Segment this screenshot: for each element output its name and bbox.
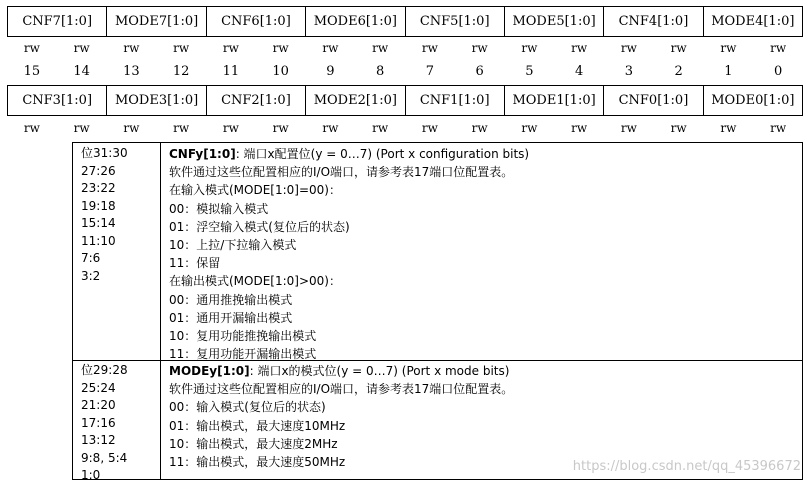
bit-position: 1:0 bbox=[81, 468, 101, 482]
access-label: rw bbox=[521, 121, 538, 135]
mode-title-desc: : 端口x的模式位(y = 0…7) (Port x mode bits) bbox=[249, 364, 510, 378]
access-label: rw bbox=[222, 41, 239, 55]
bit-position: 位31:30 bbox=[81, 146, 128, 160]
bit-number: 0 bbox=[773, 64, 783, 79]
mode-bit-positions bbox=[73, 360, 161, 482]
bit-number: 12 bbox=[172, 64, 190, 79]
access-label: rw bbox=[73, 121, 90, 135]
bit-position: 19:18 bbox=[81, 198, 116, 213]
access-label: rw bbox=[23, 121, 40, 135]
field-mode5: MODE5[1:0] bbox=[505, 7, 604, 36]
bit-number: 2 bbox=[674, 64, 683, 79]
field-cnf6: CNF6[1:0] bbox=[207, 7, 306, 36]
bit-number: 5 bbox=[525, 64, 534, 79]
access-label: rw bbox=[123, 121, 140, 135]
access-label: rw bbox=[421, 41, 438, 55]
bit-position: 9:8, 5:4 bbox=[81, 450, 128, 465]
field-cnf5: CNF5[1:0] bbox=[406, 7, 505, 36]
register-fields-bottom bbox=[7, 85, 803, 116]
cnf-description-row bbox=[73, 143, 802, 361]
bit-position: 25:24 bbox=[81, 380, 116, 395]
bit-position: 3:2 bbox=[81, 268, 101, 283]
access-label: rw bbox=[620, 121, 637, 135]
field-cnf0: CNF0[1:0] bbox=[604, 86, 703, 115]
description-line: 00：通用推挽输出模式 bbox=[169, 292, 293, 307]
bit-number: 7 bbox=[425, 64, 435, 79]
description-line: 11：输出模式，最大速度50MHz bbox=[169, 455, 346, 470]
bit-number: 8 bbox=[375, 64, 385, 79]
access-label: rw bbox=[421, 121, 438, 135]
access-label: rw bbox=[521, 41, 538, 55]
bit-description-table bbox=[72, 142, 803, 480]
bit-number: 15 bbox=[23, 64, 41, 79]
bit-number: 1 bbox=[724, 64, 733, 79]
access-label: rw bbox=[571, 121, 588, 135]
bit-position: 7:6 bbox=[81, 251, 101, 265]
register-fields-top bbox=[7, 6, 803, 37]
bit-number: 3 bbox=[624, 64, 634, 79]
cnf-description-text bbox=[161, 143, 802, 360]
bit-position: 23:22 bbox=[81, 181, 116, 195]
field-mode7: MODE7[1:0] bbox=[107, 7, 206, 36]
description-line: 00：输入模式(复位后的状态) bbox=[169, 400, 326, 415]
field-mode0: MODE0[1:0] bbox=[711, 93, 795, 108]
access-row-top bbox=[7, 41, 803, 55]
bit-position: 21:20 bbox=[81, 398, 116, 412]
bit-number: 13 bbox=[123, 64, 140, 79]
cnf-title-desc: : 端口x配置位(y = 0…7) (Port x configuration bits) bbox=[235, 147, 530, 161]
access-label: rw bbox=[272, 121, 289, 135]
access-label: rw bbox=[770, 121, 787, 135]
field-cnf2: CNF2[1:0] bbox=[207, 86, 306, 115]
cnf-title bbox=[169, 145, 802, 163]
access-label: rw bbox=[571, 41, 588, 55]
bit-position: 15:14 bbox=[81, 216, 116, 230]
description-line: 01：浮空输入模式(复位后的状态) bbox=[169, 219, 350, 234]
field-mode1: MODE1[1:0] bbox=[505, 86, 604, 115]
description-line: 10：复用功能推挽输出模式 bbox=[169, 329, 317, 344]
description-line: 软件通过这些位配置相应的I/O端口，请参考表17端口位配置表。 bbox=[169, 382, 514, 397]
access-row-bottom bbox=[7, 121, 803, 135]
access-label: rw bbox=[620, 41, 637, 55]
description-line: 在输入模式(MODE[1:0]=00)： bbox=[169, 183, 341, 198]
cnf-bit-positions bbox=[73, 143, 161, 360]
access-label: rw bbox=[173, 41, 190, 55]
bit-position: 13:12 bbox=[81, 433, 116, 447]
bit-position: 位29:28 bbox=[81, 363, 128, 377]
access-label: rw bbox=[73, 41, 90, 55]
access-label: rw bbox=[372, 41, 389, 55]
field-mode2: MODE2[1:0] bbox=[306, 86, 405, 115]
field-mode6: MODE6[1:0] bbox=[306, 7, 405, 36]
bit-position: 11:10 bbox=[81, 233, 116, 248]
bit-position: 27:26 bbox=[81, 163, 116, 178]
watermark: https://blog.csdn.net/qq_45396672 bbox=[572, 459, 801, 474]
bit-position: 17:16 bbox=[81, 415, 116, 430]
description-line: 10：上拉/下拉输入模式 bbox=[169, 238, 297, 253]
access-label: rw bbox=[720, 41, 737, 55]
description-line: 10：输出模式，最大速度2MHz bbox=[169, 436, 338, 451]
bit-number: 6 bbox=[475, 64, 484, 79]
access-label: rw bbox=[123, 41, 140, 55]
access-label: rw bbox=[471, 41, 488, 55]
access-label: rw bbox=[222, 121, 239, 135]
bit-number: 11 bbox=[222, 64, 240, 79]
description-line: 00：模拟输入模式 bbox=[169, 201, 269, 216]
access-label: rw bbox=[670, 41, 687, 55]
description-line: 01：通用开漏输出模式 bbox=[169, 310, 293, 325]
field-mode3: MODE3[1:0] bbox=[107, 86, 206, 115]
bit-number: 10 bbox=[272, 64, 289, 79]
description-line: 11：保留 bbox=[169, 256, 221, 271]
cnf-field-name: CNFy[1:0] bbox=[169, 147, 236, 161]
field-cnf1: CNF1[1:0] bbox=[406, 86, 505, 115]
field-cnf7: CNF7[1:0] bbox=[8, 7, 107, 36]
access-label: rw bbox=[670, 121, 687, 135]
access-label: rw bbox=[173, 121, 190, 135]
access-label: rw bbox=[322, 41, 339, 55]
access-label: rw bbox=[770, 41, 787, 55]
field-mode4: MODE4[1:0] bbox=[711, 14, 795, 29]
description-line: 软件通过这些位配置相应的I/O端口，请参考表17端口位配置表。 bbox=[169, 165, 514, 180]
bit-number: 14 bbox=[73, 64, 90, 79]
field-cnf4: CNF4[1:0] bbox=[604, 7, 703, 36]
access-label: rw bbox=[322, 121, 339, 135]
bit-number: 4 bbox=[574, 64, 584, 79]
access-label: rw bbox=[372, 121, 389, 135]
access-label: rw bbox=[23, 41, 40, 55]
bit-number-row bbox=[7, 64, 803, 79]
bit-number: 9 bbox=[326, 64, 335, 79]
description-line: 01：输出模式，最大速度10MHz bbox=[169, 418, 346, 433]
access-label: rw bbox=[720, 121, 737, 135]
mode-field-name: MODEy[1:0] bbox=[169, 364, 250, 378]
description-line: 在输出模式(MODE[1:0]>00)： bbox=[169, 274, 341, 289]
access-label: rw bbox=[272, 41, 289, 55]
field-cnf3: CNF3[1:0] bbox=[8, 86, 107, 115]
mode-title bbox=[169, 362, 802, 380]
access-label: rw bbox=[471, 121, 488, 135]
description-line: 11：复用功能开漏输出模式 bbox=[169, 347, 317, 362]
